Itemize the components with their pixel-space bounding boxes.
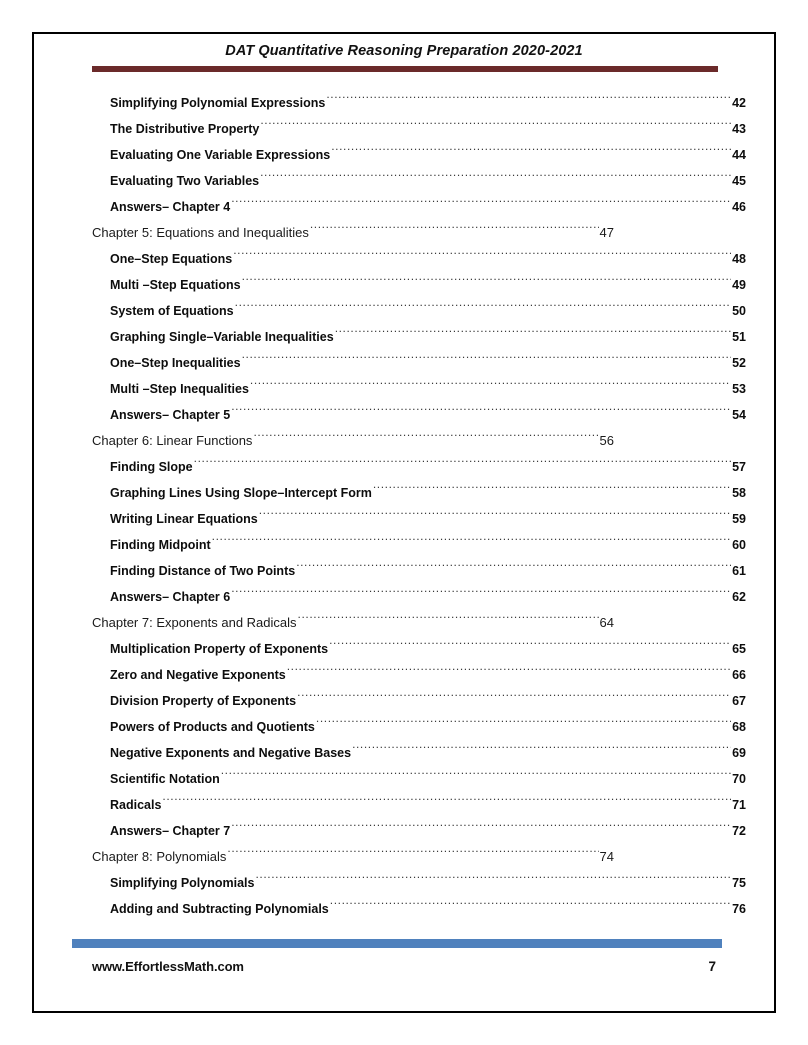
toc-entry-page-number: 68	[732, 720, 746, 734]
toc-entry-title: One–Step Equations	[110, 252, 233, 266]
toc-entry-title: Simplifying Polynomial Expressions	[110, 96, 326, 110]
toc-entry-title: Graphing Single–Variable Inequalities	[110, 330, 334, 344]
toc-entry-page-number: 51	[732, 330, 746, 344]
toc-entry-title: Chapter 5: Equations and Inequalities	[92, 225, 309, 240]
toc-entry-title: Scientific Notation	[110, 772, 220, 786]
toc-entry-page-number: 42	[732, 96, 746, 110]
toc-entry-page-number: 45	[732, 174, 746, 188]
toc-entry-row[interactable]	[34, 896, 774, 922]
header-divider-rule	[92, 66, 718, 72]
toc-entry-title: One–Step Inequalities	[110, 356, 241, 370]
toc-entry-title: Evaluating One Variable Expressions	[110, 148, 331, 162]
toc-entry-title: Radicals	[110, 798, 162, 812]
toc-entry-page-number: 70	[732, 772, 746, 786]
toc-entry-page-number: 71	[732, 798, 746, 812]
toc-entry-title: Chapter 7: Exponents and Radicals	[92, 615, 297, 630]
toc-dot-leader	[194, 459, 731, 472]
toc-entry-page-number: 46	[732, 200, 746, 214]
toc-entry-row[interactable]	[34, 870, 774, 896]
toc-dot-leader	[335, 329, 731, 342]
toc-entry-row[interactable]	[34, 246, 774, 272]
toc-dot-leader	[316, 719, 731, 732]
toc-dot-leader	[287, 667, 731, 680]
toc-dot-leader	[260, 173, 731, 186]
toc-entry-row[interactable]	[34, 194, 774, 220]
toc-entry-row[interactable]	[34, 402, 774, 428]
toc-entry-title: Evaluating Two Variables	[110, 174, 260, 188]
toc-entry-row[interactable]	[34, 298, 774, 324]
toc-entry-page-number: 58	[732, 486, 746, 500]
toc-dot-leader	[227, 848, 598, 861]
toc-entry-page-number: 66	[732, 668, 746, 682]
toc-dot-leader	[253, 432, 598, 445]
toc-entry-title: Answers– Chapter 7	[110, 824, 231, 838]
toc-entry-row[interactable]	[34, 558, 774, 584]
toc-dot-leader	[297, 693, 731, 706]
toc-entry-page-number: 75	[732, 876, 746, 890]
document-header	[34, 34, 774, 80]
toc-entry-title: The Distributive Property	[110, 122, 260, 136]
toc-dot-leader	[242, 355, 732, 368]
toc-entry-title: Negative Exponents and Negative Bases	[110, 746, 352, 760]
toc-entry-row[interactable]	[34, 454, 774, 480]
toc-dot-leader	[162, 797, 731, 810]
toc-entry-row[interactable]	[34, 714, 774, 740]
toc-entry-row[interactable]	[34, 688, 774, 714]
toc-entry-row[interactable]	[34, 480, 774, 506]
toc-entry-row[interactable]	[34, 376, 774, 402]
toc-entry-row[interactable]	[34, 766, 774, 792]
toc-chapter-row[interactable]	[34, 428, 774, 454]
toc-dot-leader	[331, 147, 731, 160]
toc-dot-leader	[298, 614, 599, 627]
document-footer	[34, 921, 774, 1011]
toc-dot-leader	[231, 199, 731, 212]
toc-dot-leader	[296, 563, 731, 576]
toc-entry-row[interactable]	[34, 792, 774, 818]
toc-entry-page-number: 72	[732, 824, 746, 838]
toc-entry-row[interactable]	[34, 506, 774, 532]
toc-entry-title: Answers– Chapter 6	[110, 590, 231, 604]
toc-dot-leader	[352, 745, 731, 758]
toc-entry-row[interactable]	[34, 116, 774, 142]
toc-entry-row[interactable]	[34, 142, 774, 168]
toc-dot-leader	[329, 641, 731, 654]
toc-entry-page-number: 69	[732, 746, 746, 760]
toc-entry-page-number: 49	[732, 278, 746, 292]
toc-dot-leader	[326, 95, 731, 108]
toc-dot-leader	[231, 589, 731, 602]
toc-entry-title: Powers of Products and Quotients	[110, 720, 315, 734]
toc-chapter-row[interactable]	[34, 844, 774, 870]
toc-entry-title: System of Equations	[110, 304, 234, 318]
toc-entry-page-number: 62	[732, 590, 746, 604]
toc-entry-row[interactable]	[34, 818, 774, 844]
toc-entry-title: Answers– Chapter 5	[110, 408, 231, 422]
toc-entry-page-number: 47	[599, 225, 614, 240]
toc-dot-leader	[259, 511, 731, 524]
toc-entry-page-number: 65	[732, 642, 746, 656]
toc-entry-row[interactable]	[34, 272, 774, 298]
toc-entry-page-number: 60	[732, 538, 746, 552]
toc-entry-title: Division Property of Exponents	[110, 694, 297, 708]
toc-entry-title: Finding Midpoint	[110, 538, 211, 552]
toc-entry-title: Finding Distance of Two Points	[110, 564, 296, 578]
toc-entry-row[interactable]	[34, 532, 774, 558]
toc-dot-leader	[260, 121, 731, 134]
toc-entry-row[interactable]	[34, 662, 774, 688]
toc-entry-title: Chapter 6: Linear Functions	[92, 433, 253, 448]
toc-entry-title: Answers– Chapter 4	[110, 200, 231, 214]
toc-dot-leader	[233, 251, 731, 264]
toc-entry-page-number: 76	[732, 902, 746, 916]
toc-entry-title: Finding Slope	[110, 460, 193, 474]
toc-dot-leader	[231, 823, 731, 836]
toc-dot-leader	[212, 537, 731, 550]
table-of-contents-list	[34, 90, 774, 922]
toc-dot-leader	[250, 381, 731, 394]
toc-dot-leader	[235, 303, 731, 316]
toc-entry-page-number: 59	[732, 512, 746, 526]
toc-entry-page-number: 48	[732, 252, 746, 266]
toc-entry-page-number: 57	[732, 460, 746, 474]
toc-entry-row[interactable]	[34, 584, 774, 610]
toc-entry-title: Adding and Subtracting Polynomials	[110, 902, 329, 916]
toc-dot-leader	[255, 875, 731, 888]
toc-entry-row[interactable]	[34, 168, 774, 194]
toc-entry-title: Writing Linear Equations	[110, 512, 258, 526]
toc-entry-page-number: 74	[599, 849, 614, 864]
toc-dot-leader	[221, 771, 731, 784]
toc-entry-row[interactable]	[34, 636, 774, 662]
toc-entry-row[interactable]	[34, 324, 774, 350]
toc-dot-leader	[330, 901, 731, 914]
toc-entry-page-number: 53	[732, 382, 746, 396]
page-frame	[32, 32, 776, 1013]
toc-entry-page-number: 67	[732, 694, 746, 708]
footer-page-number: 7	[708, 959, 716, 974]
toc-entry-row[interactable]	[34, 350, 774, 376]
toc-entry-title: Zero and Negative Exponents	[110, 668, 286, 682]
toc-entry-page-number: 44	[732, 148, 746, 162]
toc-dot-leader	[242, 277, 732, 290]
toc-entry-page-number: 64	[599, 615, 614, 630]
footer-website-text: www.EffortlessMath.com	[92, 959, 244, 974]
toc-entry-title: Multi –Step Equations	[110, 278, 241, 292]
toc-entry-page-number: 50	[732, 304, 746, 318]
footer-divider-rule	[72, 939, 722, 948]
toc-entry-page-number: 54	[732, 408, 746, 422]
toc-entry-page-number: 43	[732, 122, 746, 136]
toc-entry-title: Chapter 8: Polynomials	[92, 849, 227, 864]
toc-entry-row[interactable]	[34, 90, 774, 116]
toc-chapter-row[interactable]	[34, 610, 774, 636]
toc-entry-title: Multiplication Property of Exponents	[110, 642, 329, 656]
toc-entry-title: Graphing Lines Using Slope–Intercept Form	[110, 486, 372, 500]
toc-entry-title: Simplifying Polynomials	[110, 876, 255, 890]
toc-entry-page-number: 61	[732, 564, 746, 578]
toc-entry-row[interactable]	[34, 740, 774, 766]
toc-chapter-row[interactable]	[34, 220, 774, 246]
toc-dot-leader	[373, 485, 731, 498]
toc-entry-page-number: 56	[599, 433, 614, 448]
toc-entry-page-number: 52	[732, 356, 746, 370]
page-title: DAT Quantitative Reasoning Preparation 2020-2021	[225, 43, 583, 59]
toc-dot-leader	[310, 224, 599, 237]
toc-entry-title: Multi –Step Inequalities	[110, 382, 249, 396]
toc-dot-leader	[231, 407, 731, 420]
